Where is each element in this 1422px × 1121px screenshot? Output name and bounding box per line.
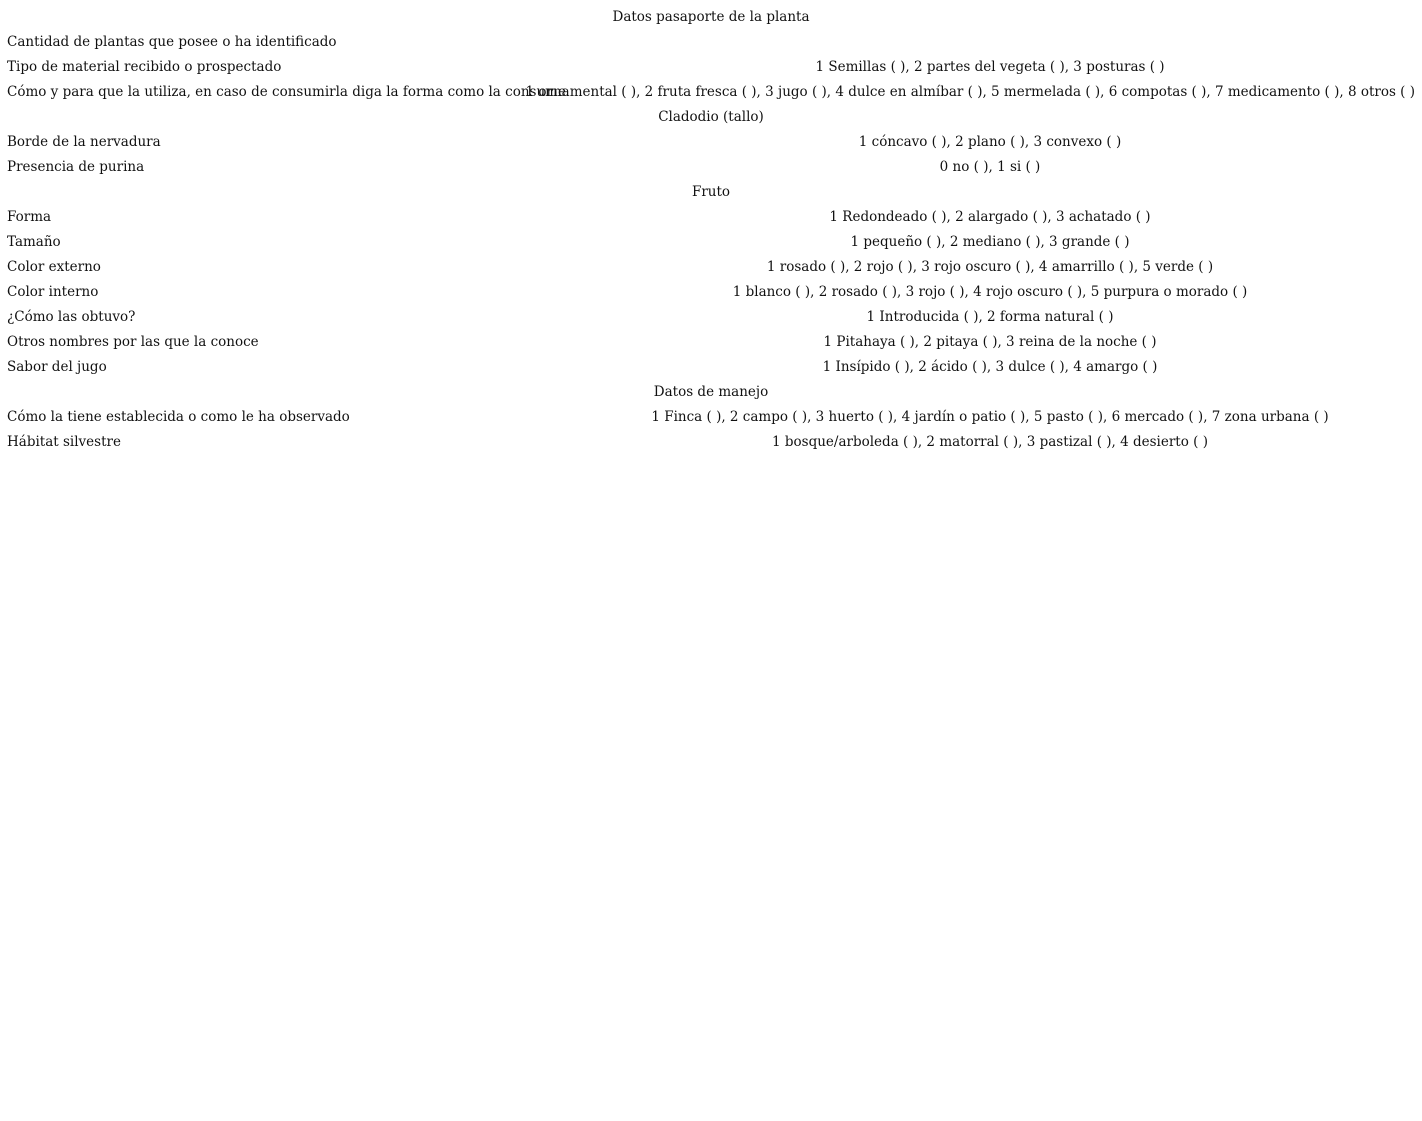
field-row-tipo-material <box>0 55 1422 80</box>
field-label-uso: Cómo y para que la utiliza, en caso de consumirla diga la forma como la consume <box>7 84 566 100</box>
field-row-otros-nombres <box>0 330 1422 355</box>
field-label-tipo-material: Tipo de material recibido o prospectado <box>7 59 282 75</box>
field-options-tamano: 1 pequeño ( ), 2 mediano ( ), 3 grande ( ) <box>850 234 1130 250</box>
field-label-forma: Forma <box>7 209 52 225</box>
field-options-forma: 1 Redondeado ( ), 2 alargado ( ), 3 achatado ( ) <box>829 209 1151 225</box>
field-options-borde-nervadura: 1 cóncavo ( ), 2 plano ( ), 3 convexo ( ) <box>858 134 1122 150</box>
field-options-habitat: 1 bosque/arboleda ( ), 2 matorral ( ), 3 pastizal ( ), 4 desierto ( ) <box>772 434 1208 450</box>
field-options-purina: 0 no ( ), 1 si ( ) <box>939 159 1041 175</box>
field-row-purina <box>0 155 1422 180</box>
field-options-otros-nombres: 1 Pitahaya ( ), 2 pitaya ( ), 3 reina de la noche ( ) <box>823 334 1157 350</box>
field-label-purina: Presencia de purina <box>7 159 145 175</box>
field-row-habitat <box>0 430 1422 455</box>
field-row-establecimiento <box>0 405 1422 430</box>
field-label-obtencion: ¿Cómo las obtuvo? <box>7 309 136 325</box>
field-row-color-interno <box>0 280 1422 305</box>
section-heading-fruto: Fruto <box>691 184 731 200</box>
field-options-color-externo: 1 rosado ( ), 2 rojo ( ), 3 rojo oscuro ( ), 4 amarrillo ( ), 5 verde ( ) <box>766 259 1214 275</box>
field-label-color-externo: Color externo <box>7 259 101 275</box>
section-heading-cladodio: Cladodio (tallo) <box>658 109 764 125</box>
field-options-establecimiento: 1 Finca ( ), 2 campo ( ), 3 huerto ( ), 4 jardín o patio ( ), 5 pasto ( ), 6 mercado ( ), 7 zona urbana ( ) <box>651 409 1329 425</box>
field-options-uso: 1 ornamental ( ), 2 fruta fresca ( ), 3 jugo ( ), 4 dulce en almíbar ( ), 5 mermelada ( ), 6 compotas ( ), 7 medicamento ( ), 8 otros ( ) <box>525 84 1415 100</box>
section-heading-pasaporte: Datos pasaporte de la planta <box>612 9 810 25</box>
field-row-borde-nervadura <box>0 130 1422 155</box>
field-label-establecimiento: Cómo la tiene establecida o como le ha observado <box>7 409 350 425</box>
field-label-habitat: Hábitat silvestre <box>7 434 121 450</box>
field-label-cantidad: Cantidad de plantas que posee o ha identificado <box>7 34 337 50</box>
field-options-tipo-material: 1 Semillas ( ), 2 partes del vegeta ( ), 3 posturas ( ) <box>815 59 1165 75</box>
field-row-sabor-jugo <box>0 355 1422 380</box>
field-row-obtencion <box>0 305 1422 330</box>
field-label-tamano: Tamaño <box>7 234 61 250</box>
field-label-sabor-jugo: Sabor del jugo <box>7 359 107 375</box>
field-row-color-externo <box>0 255 1422 280</box>
field-options-obtencion: 1 Introducida ( ), 2 forma natural ( ) <box>866 309 1114 325</box>
field-label-otros-nombres: Otros nombres por las que la conoce <box>7 334 259 350</box>
plant-passport-form <box>0 0 1422 455</box>
field-row-cantidad <box>0 30 1422 55</box>
field-row-uso <box>0 80 1422 105</box>
field-label-color-interno: Color interno <box>7 284 99 300</box>
section-heading-manejo: Datos de manejo <box>653 384 769 400</box>
field-row-tamano <box>0 230 1422 255</box>
field-label-borde-nervadura: Borde de la nervadura <box>7 134 161 150</box>
field-options-color-interno: 1 blanco ( ), 2 rosado ( ), 3 rojo ( ), 4 rojo oscuro ( ), 5 purpura o morado ( ) <box>732 284 1248 300</box>
field-row-forma <box>0 205 1422 230</box>
field-options-sabor-jugo: 1 Insípido ( ), 2 ácido ( ), 3 dulce ( ), 4 amargo ( ) <box>822 359 1158 375</box>
